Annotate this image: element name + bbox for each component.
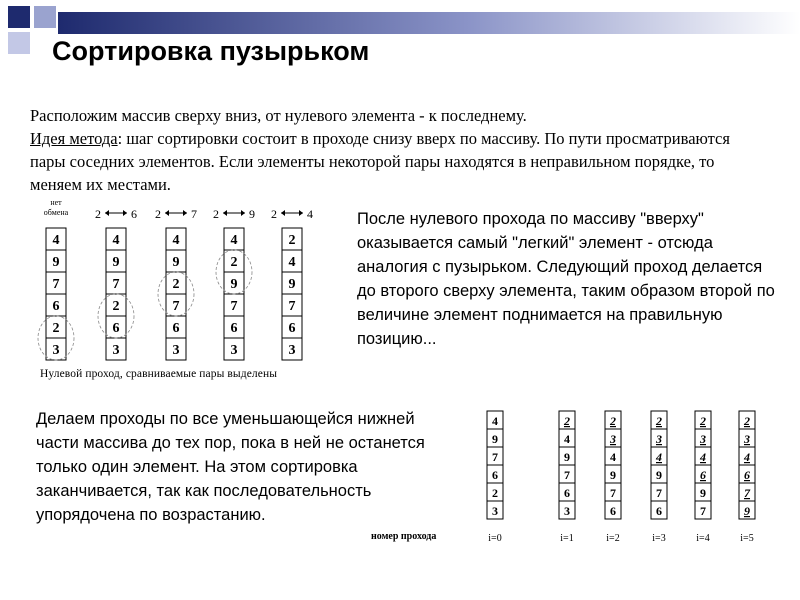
pass-columns	[38, 228, 302, 360]
intro-idea	[30, 127, 760, 196]
swap-pair-a: 2	[271, 207, 277, 221]
pass-cell-value-sorted: 7	[744, 486, 750, 500]
pass-number: i=2	[606, 533, 620, 544]
swap-pair-b: 7	[191, 207, 197, 221]
header-bar	[58, 12, 800, 34]
pass-number: i=4	[696, 533, 710, 544]
all-passes-diagram	[365, 405, 775, 550]
array-cell-value: 2	[52, 321, 60, 336]
pass-number: i=1	[560, 533, 574, 544]
header-square-1	[8, 6, 30, 28]
array-cell-value: 9	[230, 277, 238, 292]
swap-pair-b: 6	[131, 207, 137, 221]
header-square-2	[34, 6, 56, 28]
swap-pair-a: 2	[213, 207, 219, 221]
pass-cell-value: 2	[492, 486, 498, 500]
pass-cell-value: 6	[492, 468, 498, 482]
explanation-text-2: Делаем проходы по все уменьшающейся нижней части массива до тех пор, пока в ней не останется только один элемент. На этом сортировка заканчивается, так как последовательность упорядочена по возрастанию.	[36, 410, 425, 524]
array-cell-value: 6	[112, 321, 120, 336]
array-cell-value: 6	[230, 321, 238, 336]
swap-pair-b: 4	[307, 207, 313, 221]
pass-cell-value-sorted: 6	[744, 468, 750, 482]
array-cell-value: 7	[52, 277, 60, 292]
pass-cell-value-sorted: 2	[564, 414, 570, 428]
array-cell-value: 4	[112, 233, 120, 248]
page-title: Сортировка пузырьком	[52, 36, 370, 66]
pass-number-label: номер прохода	[371, 531, 437, 542]
pass-cell-value: 7	[564, 468, 570, 482]
pass-cell-value-sorted: 2	[700, 414, 706, 428]
intro-line-1: Расположим массив сверху вниз, от нулевого элемента - к последнему.	[30, 106, 527, 125]
pass-cell-value: 3	[564, 504, 570, 518]
array-cell-value: 9	[52, 255, 60, 270]
array-cell-value: 3	[52, 343, 60, 358]
pass-cell-value: 4	[610, 450, 616, 464]
pass-cell-value-sorted: 3	[656, 432, 662, 446]
intro-text	[30, 104, 760, 196]
pass-cell-value: 9	[492, 432, 498, 446]
pass-number: i=5	[740, 533, 754, 544]
pass-cell-value: 4	[492, 414, 498, 428]
pass-cell-value: 6	[656, 504, 662, 518]
pass-cell-value-sorted: 9	[744, 504, 750, 518]
pass-cell-value: 3	[492, 504, 498, 518]
pass-number: i=0	[488, 533, 502, 544]
zero-pass-caption: Нулевой проход, сравниваемые пары выделены	[40, 368, 278, 380]
array-cell-value: 4	[288, 255, 296, 270]
array-cell-value: 4	[52, 233, 60, 248]
swap-pair-a: 2	[155, 207, 161, 221]
array-cell-value: 7	[288, 299, 296, 314]
array-cell-value: 2	[230, 255, 238, 270]
array-cell-value: 9	[172, 255, 180, 270]
array-cell-value: 6	[172, 321, 180, 336]
idea-label: Идея метода	[30, 129, 118, 148]
pass-cell-value: 9	[564, 450, 570, 464]
array-cell-value: 3	[112, 343, 120, 358]
pass-cell-value-sorted: 4	[656, 450, 662, 464]
idea-text: : шаг сортировки состоит в проходе снизу вверх по массиву. По пути просматриваются пары соседних элементов. Если элементы некоторой пары находятся в неправильном порядке, то меняем их местами.	[30, 129, 730, 194]
pass-cell-value-sorted: 3	[700, 432, 706, 446]
swap-pair-b: 9	[249, 207, 255, 221]
pass-cell-value: 7	[610, 486, 616, 500]
header-square-3	[8, 32, 30, 54]
pass-cell-value: 7	[656, 486, 662, 500]
pass-cell-value: 7	[492, 450, 498, 464]
pass-cell-value-sorted: 4	[700, 450, 706, 464]
array-cell-value: 3	[172, 343, 180, 358]
pass-cell-value-sorted: 2	[610, 414, 616, 428]
array-cell-value: 2	[172, 277, 180, 292]
pass-cell-value-sorted: 3	[744, 432, 750, 446]
explanation-text-1: После нулевого прохода по массиву "вверху" оказывается самый "легкий" элемент - отсюда аналогия с пузырьком. Следующий проход делается до второго сверху элемента, таким образом второй по величине элемент поднимается на правильную позицию...	[357, 210, 775, 348]
pass-cell-value-sorted: 3	[610, 432, 616, 446]
array-cell-value: 6	[52, 299, 60, 314]
array-cell-value: 2	[288, 233, 296, 248]
array-cell-value: 9	[112, 255, 120, 270]
array-cell-value: 7	[172, 299, 180, 314]
all-passes-columns	[487, 411, 755, 544]
array-cell-value: 7	[112, 277, 120, 292]
no-swap-label-2: обмена	[43, 208, 69, 217]
swap-pair-a: 2	[95, 207, 101, 221]
array-cell-value: 3	[288, 343, 296, 358]
pass-cell-value: 9	[610, 468, 616, 482]
zero-pass-diagram	[30, 196, 360, 368]
pass-number: i=3	[652, 533, 666, 544]
array-cell-value: 2	[112, 299, 120, 314]
no-swap-label: нет	[50, 198, 62, 207]
array-cell-value: 3	[230, 343, 238, 358]
pass-cell-value-sorted: 2	[656, 414, 662, 428]
array-cell-value: 4	[172, 233, 180, 248]
pass-cell-value: 7	[700, 504, 706, 518]
pass-cell-value: 9	[700, 486, 706, 500]
pass-cell-value-sorted: 6	[700, 468, 706, 482]
array-cell-value: 4	[230, 233, 238, 248]
pass-cell-value: 6	[564, 486, 570, 500]
pass-cell-value: 4	[564, 432, 570, 446]
pass-cell-value: 6	[610, 504, 616, 518]
array-cell-value: 9	[288, 277, 296, 292]
pass-cell-value-sorted: 4	[744, 450, 750, 464]
pass-labels	[44, 198, 313, 221]
array-cell-value: 7	[230, 299, 238, 314]
pass-cell-value-sorted: 2	[744, 414, 750, 428]
array-cell-value: 6	[288, 321, 296, 336]
pass-cell-value: 9	[656, 468, 662, 482]
